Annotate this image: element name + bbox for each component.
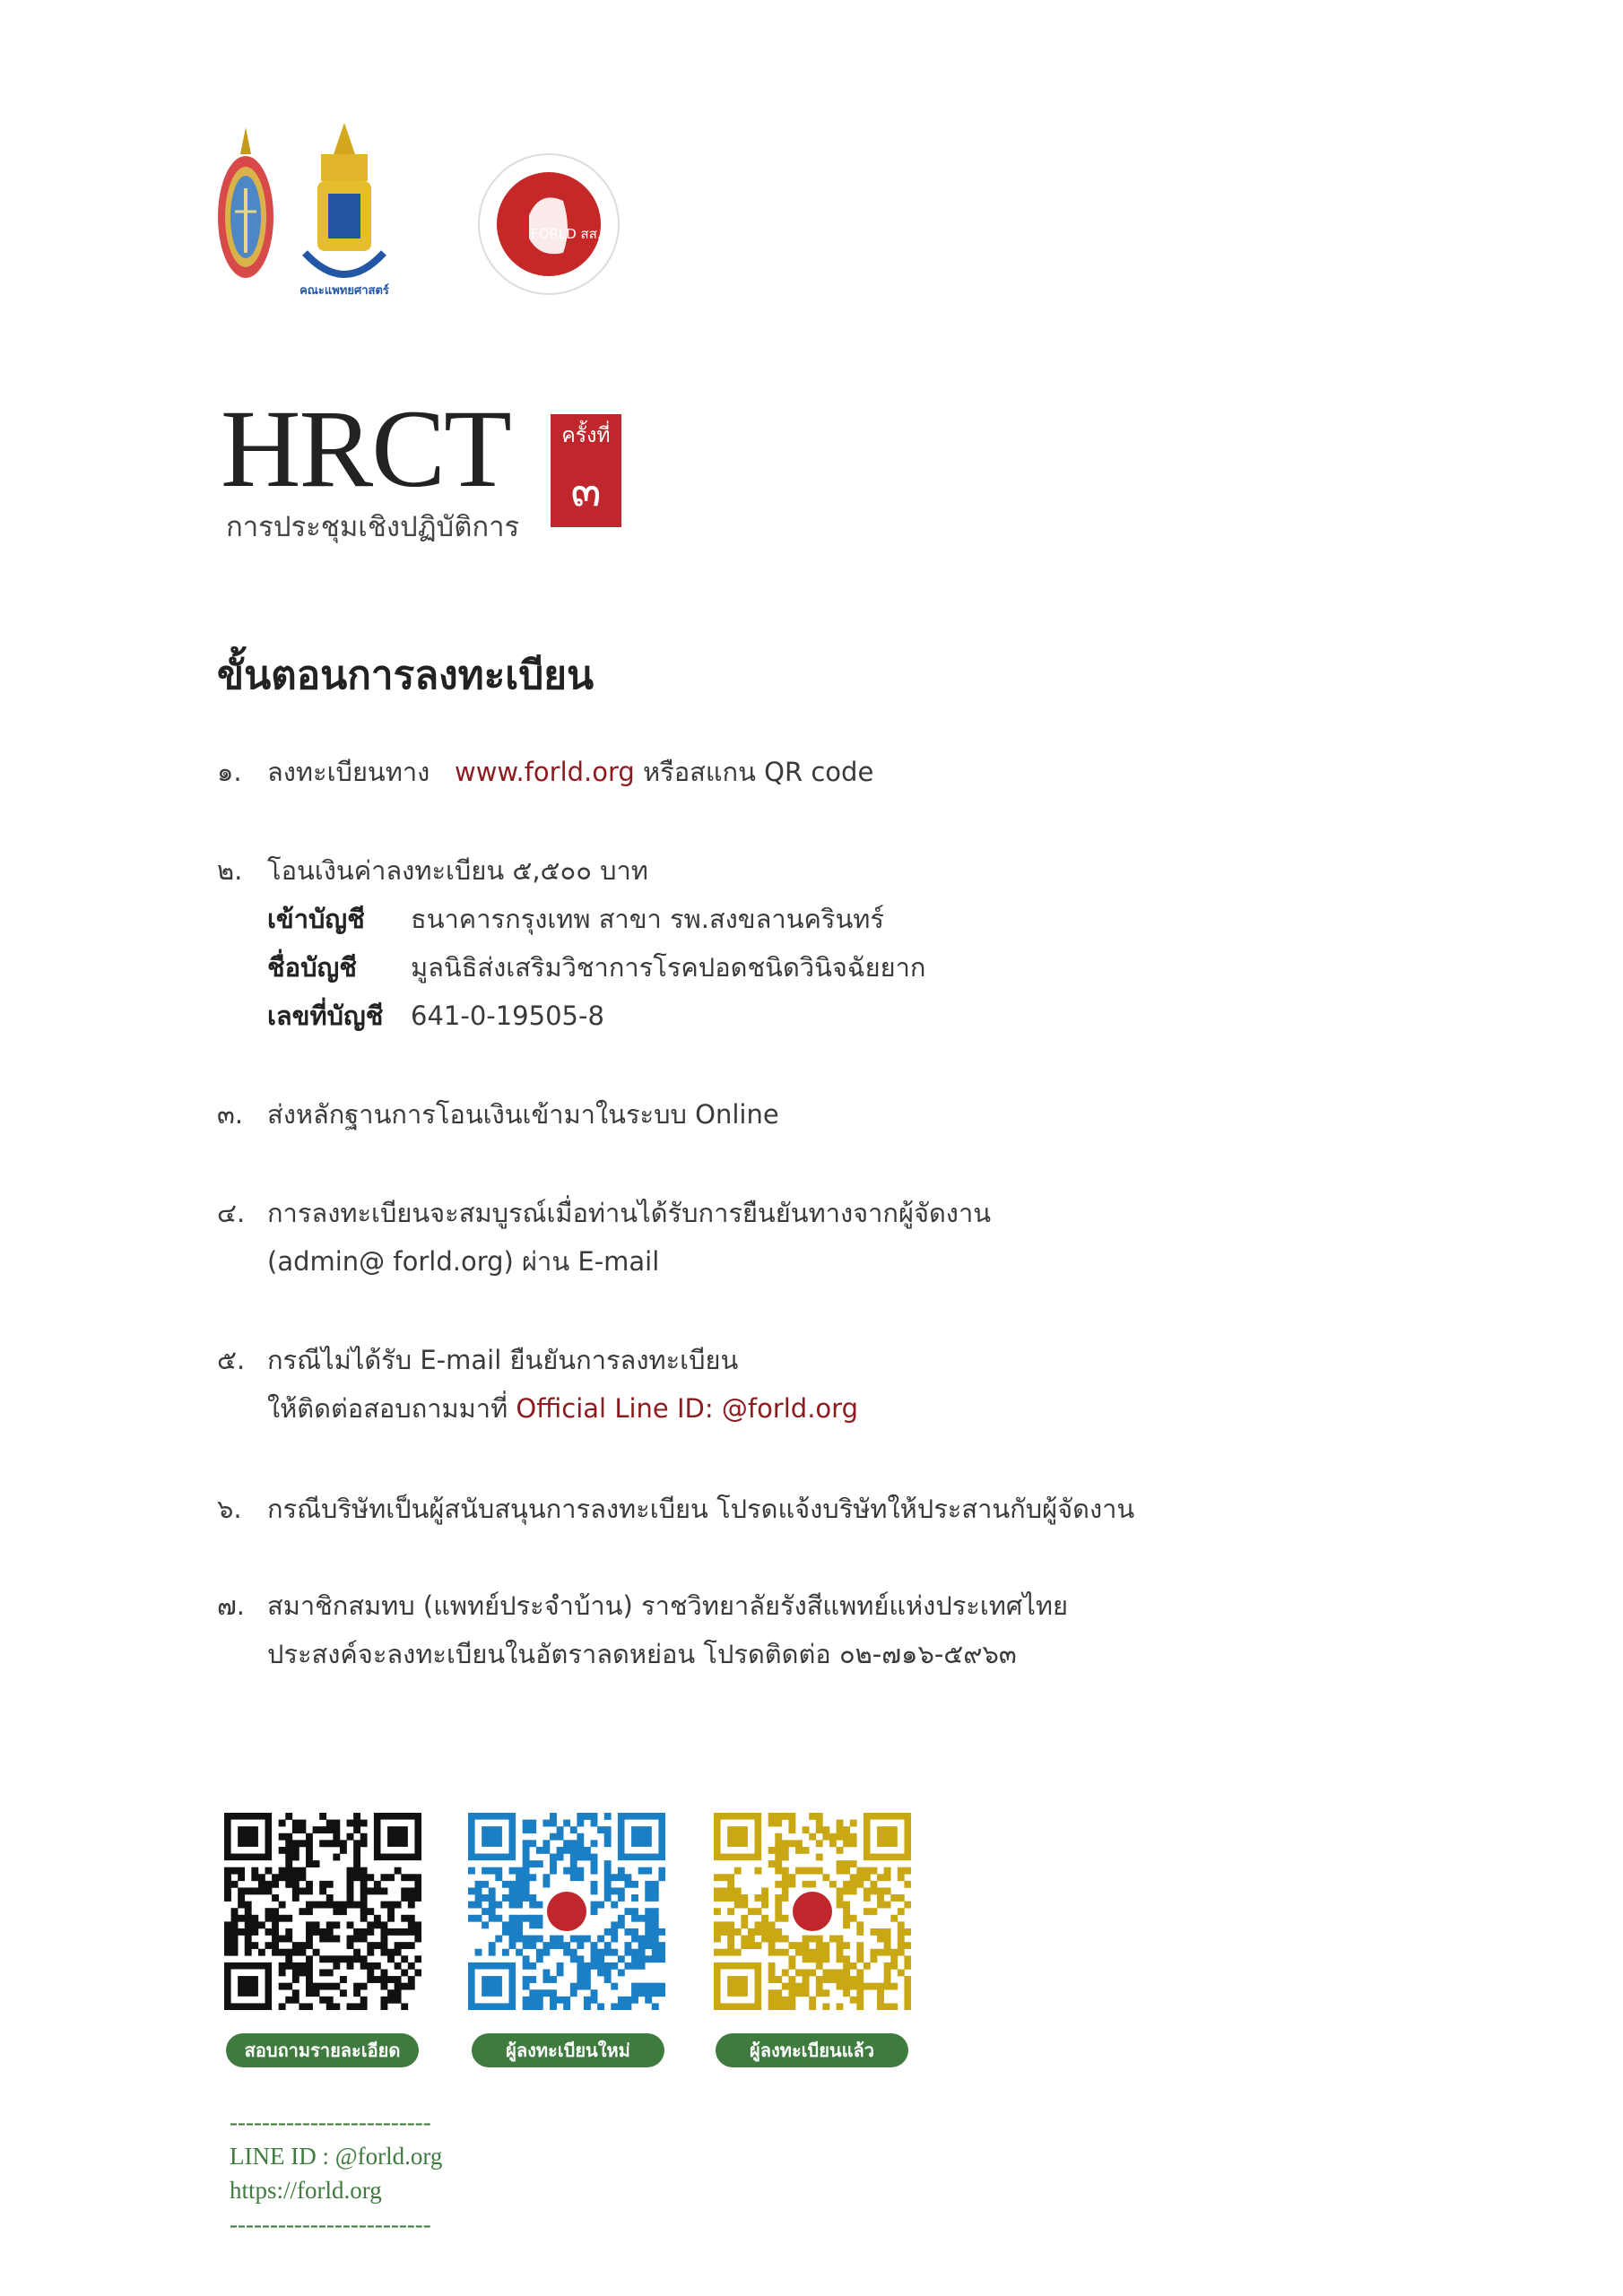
account-name-value: มูลนิธิส่งเสริมวิชาการโรคปอดชนิดวินิจฉัยยาก xyxy=(411,952,926,983)
website-url[interactable]: https://forld.org xyxy=(230,2177,382,2204)
edition-badge-number: ๓ xyxy=(570,464,602,516)
qr-code-new-registration[interactable] xyxy=(468,1813,665,2010)
psu-logo-caption: คณะแพทยศาสตร์ xyxy=(299,284,389,298)
page-heading: ขั้นตอนการลงทะเบียน xyxy=(217,653,595,698)
step-number: ๒. xyxy=(217,855,243,886)
forld-mini-logo-icon xyxy=(793,1892,832,1931)
forld-logo-caption: FORLD สส.ป xyxy=(531,226,611,242)
step-text: การลงทะเบียนจะสมบูรณ์เมื่อท่านได้รับการยืนยันทางจากผู้จัดงาน xyxy=(267,1198,992,1228)
forld-foundation-logo-icon xyxy=(477,152,621,299)
step-number: ๓. xyxy=(217,1099,244,1130)
bank-label: เข้าบัญชี xyxy=(267,904,365,934)
step-text: กรณีไม่ได้รับ E-mail ยืนยันการลงทะเบียน xyxy=(267,1345,739,1375)
qr-label-new-registration: ผู้ลงทะเบียนใหม่ xyxy=(472,2033,664,2067)
bank-value: ธนาคารกรุงเทพ สาขา รพ.สงขลานครินทร์ xyxy=(411,904,885,934)
step-text: ให้ติดต่อสอบถามมาที่ xyxy=(267,1393,508,1424)
step-text: (admin@ forld.org) ผ่าน E-mail xyxy=(267,1246,660,1277)
account-number-value: 641-0-19505-8 xyxy=(411,1001,604,1031)
qr-code-registered[interactable] xyxy=(714,1813,911,2010)
bank-row xyxy=(267,898,884,940)
qr-code-inquiry[interactable] xyxy=(224,1813,421,2010)
step-text: สมาชิกสมทบ (แพทย์ประจำบ้าน) ราชวิทยาลัยรังสีแพทย์แห่งประเทศไทย xyxy=(267,1590,1069,1621)
edition-badge-label: ครั้งที่ xyxy=(561,424,611,447)
divider-bottom: ------------------------- xyxy=(230,2211,431,2238)
step-number: ๖. xyxy=(217,1494,242,1524)
step-text: หรือสแกน QR code xyxy=(643,757,874,787)
divider-top: ------------------------- xyxy=(230,2109,431,2136)
step-text: ลงทะเบียนทาง xyxy=(267,757,430,787)
event-title-block xyxy=(221,387,633,543)
event-subtitle: การประชุมเชิงปฏิบัติการ xyxy=(226,511,520,543)
step-number: ๑. xyxy=(217,757,242,787)
contact-block xyxy=(230,2105,442,2241)
step-number: ๗. xyxy=(217,1590,246,1621)
psu-faculty-of-medicine-logo-icon xyxy=(298,118,391,301)
step-text: โอนเงินค่าลงทะเบียน ๕,๕๐๐ บาท xyxy=(267,855,648,886)
forld-mini-logo-icon xyxy=(547,1892,586,1931)
edition-badge xyxy=(551,414,621,527)
qr-code-row xyxy=(224,1813,942,2082)
step-text: ส่งหลักฐานการโอนเงินเข้ามาในระบบ Online xyxy=(267,1099,779,1130)
qr-label-inquiry: สอบถามรายละเอียด xyxy=(226,2033,419,2067)
website-link[interactable]: www.forld.org xyxy=(454,757,635,787)
step-text: ประสงค์จะลงทะเบียนในอัตราลดหย่อน โปรดติดต่อ ๐๒-๗๑๖-๕๙๖๓ xyxy=(267,1639,1017,1669)
account-name-row xyxy=(267,947,925,988)
event-title: HRCT xyxy=(221,387,510,510)
step-number: ๕. xyxy=(217,1345,246,1375)
qr-label-registered: ผู้ลงทะเบียนแล้ว xyxy=(716,2033,908,2067)
songklanagarind-hospital-seal-icon xyxy=(217,118,274,301)
account-name-label: ชื่อบัญชี xyxy=(267,952,357,983)
header-logos xyxy=(217,118,629,298)
account-number-label: เลขที่บัญชี xyxy=(267,1001,384,1031)
account-number-row xyxy=(267,995,604,1036)
step-text: กรณีบริษัทเป็นผู้สนับสนุนการลงทะเบียน โปรดแจ้งบริษัทให้ประสานกับผู้จัดงาน xyxy=(267,1494,1135,1524)
line-id-link[interactable]: Official Line ID: @forld.org xyxy=(516,1393,858,1424)
step-number: ๔. xyxy=(217,1198,246,1228)
line-id[interactable]: LINE ID : @forld.org xyxy=(230,2143,443,2170)
